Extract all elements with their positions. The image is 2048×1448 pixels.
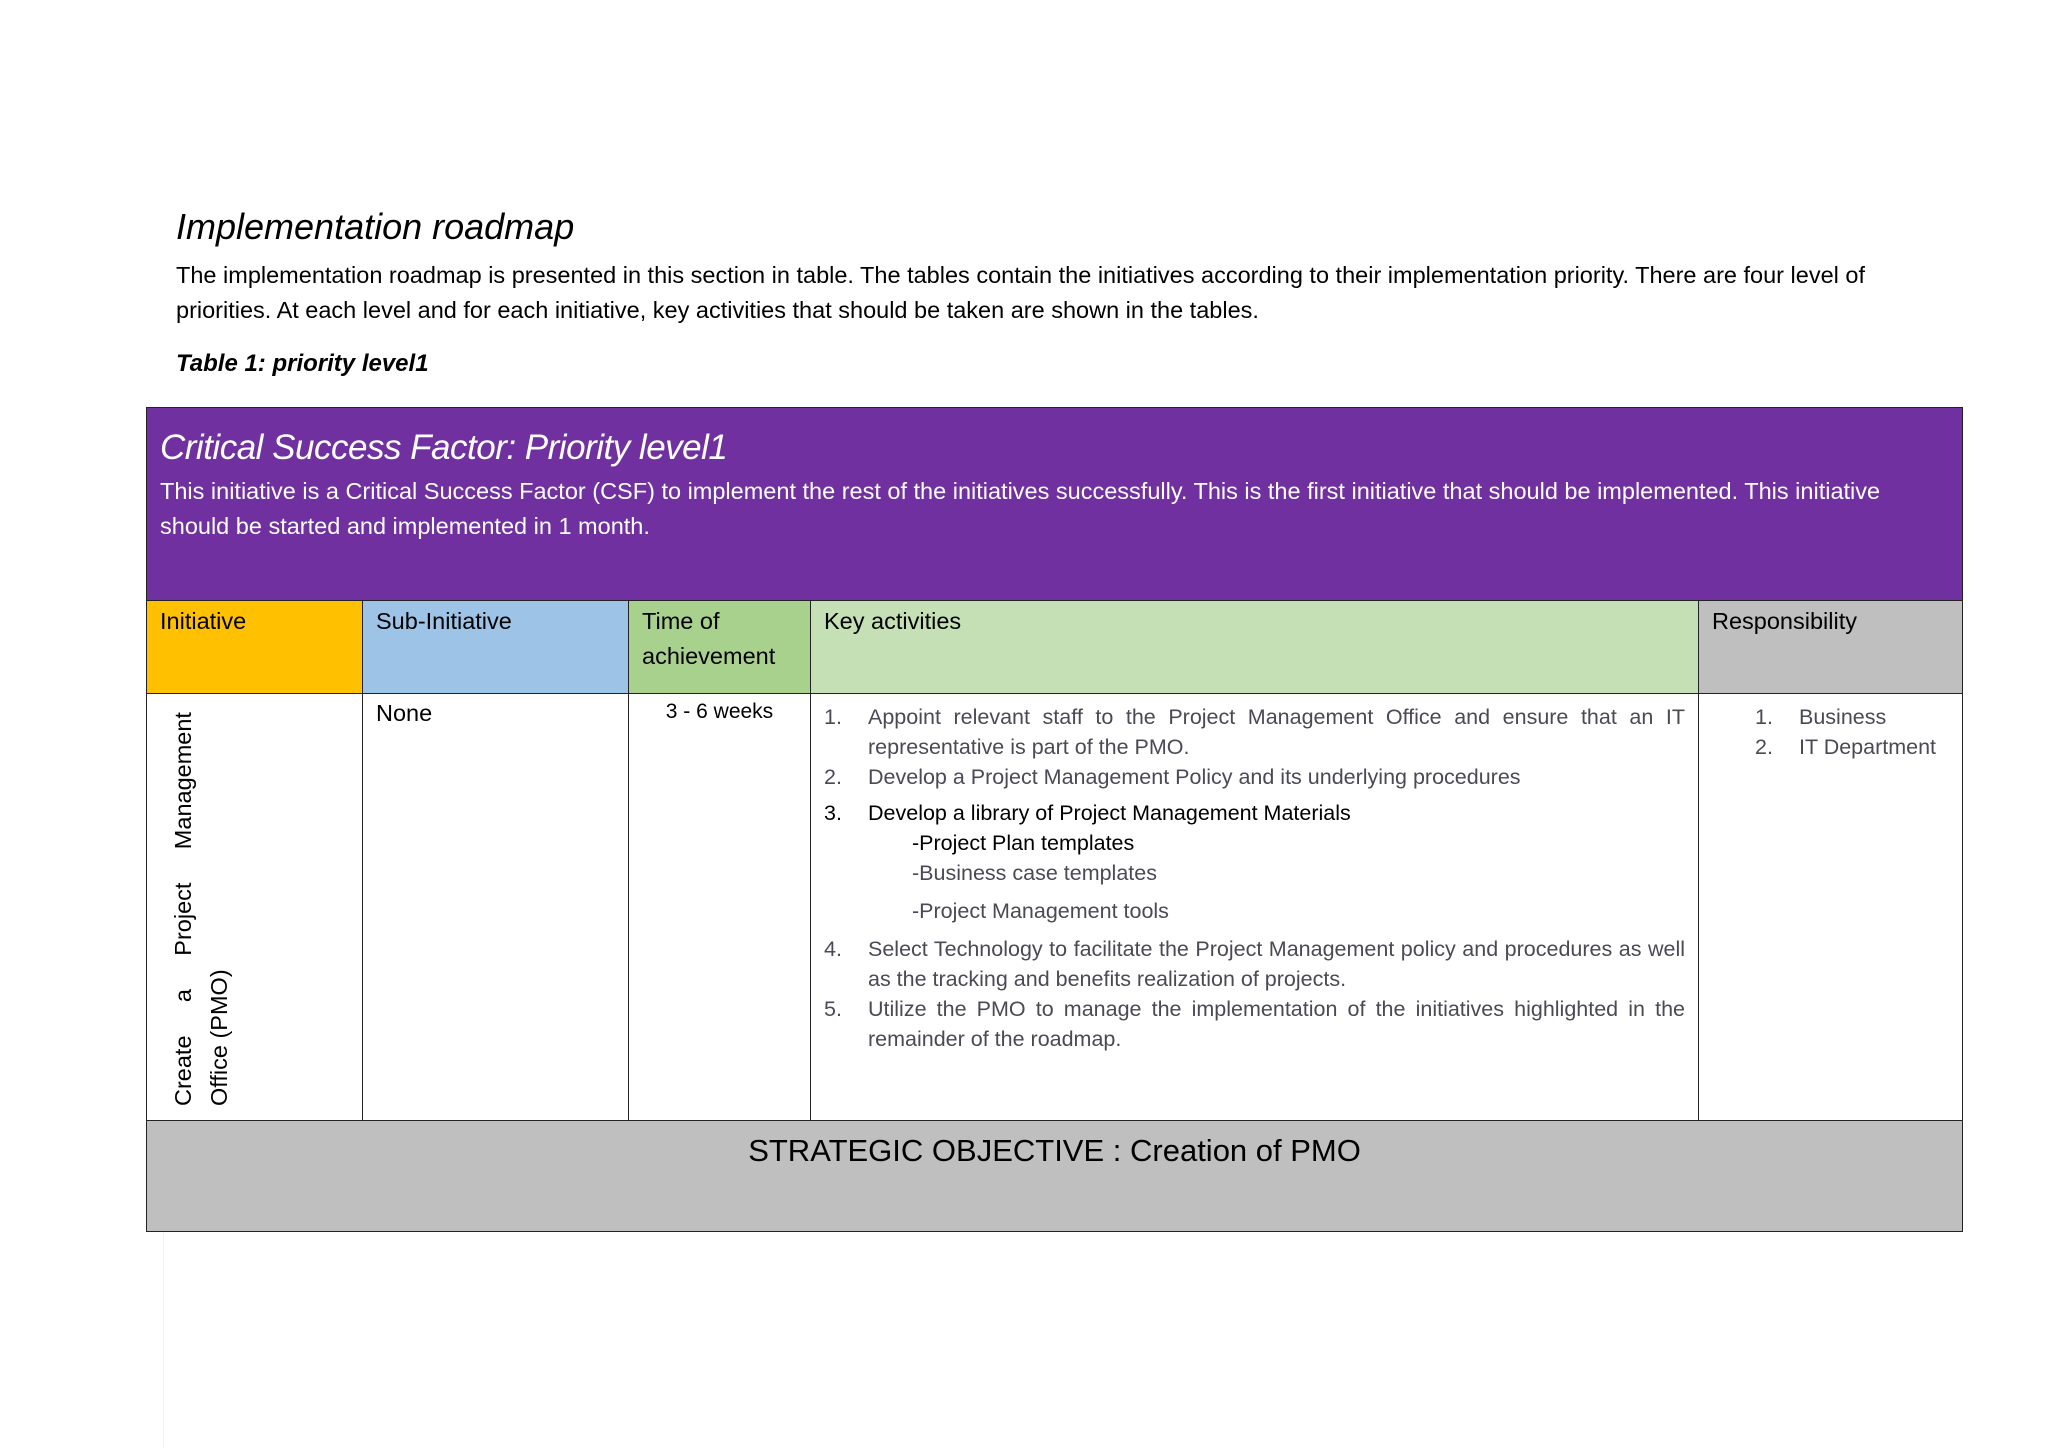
list-item: 3. Develop a library of Project Management Materials xyxy=(824,801,1351,825)
initiative-word: Project xyxy=(170,882,196,956)
sub-list-item: -Project Management tools xyxy=(912,899,1169,923)
time-cell: 3 - 6 weeks xyxy=(629,694,811,1121)
list-item: 1. Business xyxy=(1755,705,1887,729)
section-heading: Implementation roadmap xyxy=(176,206,575,247)
initiative-line-2: Office (PMO) xyxy=(206,969,232,1106)
header-sub-initiative: Sub-Initiative xyxy=(363,601,629,694)
initiative-text-rotated xyxy=(165,712,235,1106)
header-key-activities: Key activities xyxy=(811,601,1699,694)
sub-list-item: -Business case templates xyxy=(912,861,1157,885)
list-item: 2. IT Department xyxy=(1755,735,1937,759)
csf-description: This initiative is a Critical Success Factor (CSF) to implement the rest of the initiatives successfully. This is the first initiative that should be implemented. This initiative should be started and implemented in 1 month. xyxy=(160,478,1881,539)
sub-list-item: -Project Plan templates xyxy=(912,831,1135,855)
csf-title: Critical Success Factor: Priority level1 xyxy=(160,428,728,467)
sub-initiative-cell: None xyxy=(363,694,629,1121)
initiative-cell xyxy=(147,694,363,1121)
table-caption: Table 1: priority level1 xyxy=(176,350,429,377)
table-row xyxy=(147,694,1963,1121)
initiative-word: Create xyxy=(170,1035,196,1106)
header-responsibility: Responsibility xyxy=(1699,601,1963,694)
list-item: 2. Develop a Project Management Policy and its underlying procedures xyxy=(824,765,1521,789)
intro-paragraph: The implementation roadmap is presented in this section in table. The tables contain the initiatives according to their implementation priority. There are four level of priorities. At each level and for each initiative, key activities that should be taken are shown in the tables. xyxy=(176,262,1865,323)
responsibility-cell xyxy=(1699,694,1963,1121)
csf-banner xyxy=(147,408,1963,601)
list-item: 4. Select Technology to facilitate the Project Management policy and procedures as well as the tracking and benefits realization of projects. xyxy=(824,937,1685,991)
initiative-word: Management xyxy=(170,712,196,850)
header-initiative: Initiative xyxy=(147,601,363,694)
header-row xyxy=(147,601,1963,694)
header-time-of-achievement: Time of achievement xyxy=(629,601,811,694)
list-item: 5. Utilize the PMO to manage the implementation of the initiatives highlighted in the remainder of the roadmap. xyxy=(824,997,1685,1051)
key-activities-cell xyxy=(811,694,1699,1121)
roadmap-table xyxy=(146,407,1963,1232)
strategic-objective-footer: STRATEGIC OBJECTIVE : Creation of PMO xyxy=(147,1121,1963,1232)
initiative-word: a xyxy=(170,989,196,1003)
list-item: 1. Appoint relevant staff to the Project Management Office and ensure that an IT representative is part of the PMO. xyxy=(824,705,1685,759)
